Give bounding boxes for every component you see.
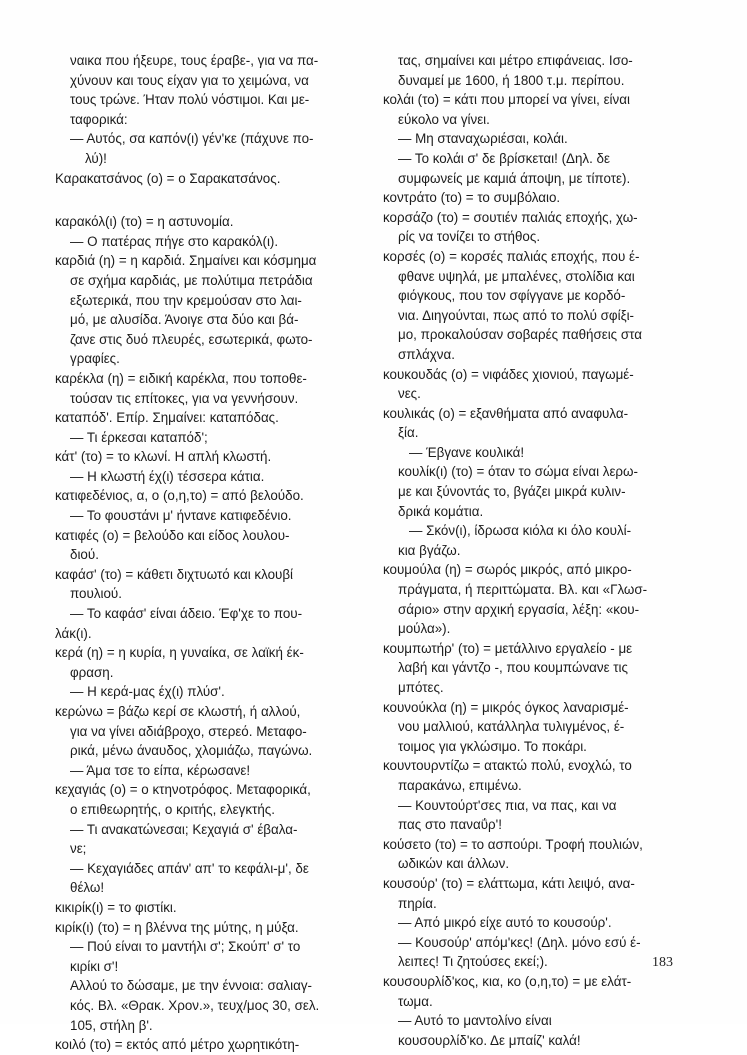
entry-continuation-line: δρικά κομάτια. bbox=[398, 503, 484, 519]
entry-continuation-line: λειπες! Τι ζητούσες εκεί;). bbox=[398, 954, 548, 970]
spacer bbox=[55, 188, 347, 212]
entry-continuation-line: μπότες. bbox=[398, 680, 444, 695]
entry-continuation-line: ναικα που ήξευρε, τους έραβε-, για να πα- bbox=[70, 53, 319, 68]
entry-continuation-line: δυναμεί με 1600, ή 1800 τ.μ. περίπου. bbox=[398, 72, 625, 88]
example-line: — Μη σταναχωριέσαι, κολάι. bbox=[398, 131, 568, 147]
entry-continuation-line: τας, σημαίνει και μέτρο επιφάνειας. Ισο- bbox=[398, 53, 633, 68]
entry-headword-line: κερώνω = βάζω κερί σε κλωστή, ή αλλού, bbox=[55, 704, 301, 719]
example-line: — Ο πατέρας πήγε στο καρακόλ(ι). bbox=[70, 233, 279, 249]
entry-continuation-line: σπλάχνα. bbox=[398, 346, 455, 362]
entry-continuation-line: τούσαν τις επίτοκες, για να γεννήσουν. bbox=[70, 390, 299, 406]
entry-headword-line: κουνούκλα (η) = μικρός όγκος λαναρισμέ- bbox=[383, 699, 629, 715]
entry-continuation-line: λαβή και γάντζο -, που κουμπώνανε τις bbox=[398, 660, 628, 676]
entry-headword-line: Καρακατσάνος (ο) = ο Σαρακατσάνος. bbox=[55, 170, 281, 186]
entry-continuation-line: για να γίνει αδιάβροχο, στερεό. Μεταφο- bbox=[70, 723, 307, 739]
entry-continuation-line: πράγματα, ή περιττώματα. Βλ. και «Γλωσ- bbox=[398, 582, 648, 598]
entry-continuation-line: χύνουν και τους είχαν για το χειμώνα, να bbox=[70, 72, 309, 88]
entry-continuation-line: κιρίκι σ'! bbox=[70, 958, 119, 974]
entry-headword-line: κουμούλα (η) = σωρός μικρός, από μικρο- bbox=[383, 562, 632, 578]
entry-continuation-line: πουλιού. bbox=[70, 586, 122, 602]
entry-continuation-line: 105, στήλη β'. bbox=[70, 1017, 153, 1033]
entry-continuation-line: μο, προκαλούσαν σοβαρές παθήσεις στα bbox=[398, 327, 642, 343]
example-line: — Τι έρκεσαι καταπόδ'; bbox=[70, 429, 208, 445]
example-line: — Έβγανε κουλικά! bbox=[409, 444, 525, 460]
entry-continuation-line: φθανε υψηλά, με μπαλένες, στολίδια και bbox=[398, 268, 635, 284]
example-line: — Το καφάσ' είναι άδειο. Έφ'χε το που- bbox=[70, 606, 303, 622]
entry-headword-line: κερά (η) = η κυρία, η γυναίκα, σε λαϊκή έκ- bbox=[55, 645, 304, 661]
entry-continuation-line: με και ξύνοντάς το, βγάζει μικρά κυλιν- bbox=[398, 484, 626, 500]
entry-continuation-line: μούλα»). bbox=[398, 621, 451, 637]
example-line: — Σκόν(ι), ίδρωσα κιόλα κι όλο κουλί- bbox=[409, 523, 632, 539]
entry-headword-line: κοιλό (το) = εκτός από μέτρο χωρητικότη- bbox=[55, 1037, 300, 1053]
entry-continuation-line: διού. bbox=[70, 547, 99, 563]
entry-continuation-line: τους τρώνε. Ήταν πολύ νόστιμοι. Και με- bbox=[70, 92, 310, 108]
entry-continuation-line: τωμα. bbox=[398, 993, 433, 1009]
entry-continuation-line: Αλλού το δώσαμε, με την έννοια: σαλιαγ- bbox=[70, 978, 313, 994]
entry-headword-line: κουκουδάς (ο) = νιφάδες χιονιού, παγωμέ- bbox=[383, 366, 634, 382]
entry-continuation-line: ο επιθεωρητής, ο κριτής, ελεγκτής. bbox=[70, 801, 275, 817]
entry-continuation-line: φραση. bbox=[70, 664, 114, 680]
entry-headword-line: κορσές (ο) = κορσές παλιάς εποχής, που έ- bbox=[383, 248, 640, 264]
example-line: — Η κερά-μας έχ(ι) πλύσ'. bbox=[70, 684, 225, 700]
entry-headword-line: κουλικάς (ο) = εξανθήματα από αναφυλα- bbox=[383, 405, 629, 421]
example-line: — Τι ανακατώνεσαι; Κεχαγιά σ' έβαλα- bbox=[70, 821, 298, 837]
entry-headword-line: κικιρίκ(ι) = το φιστίκι. bbox=[55, 899, 177, 915]
entry-continuation-line: φιόγκους, που τον σφίγγανε με κορδό- bbox=[398, 288, 626, 304]
entry-continuation-line: γραφίες. bbox=[70, 351, 120, 367]
entry-continuation-line: πηρία. bbox=[398, 895, 437, 911]
entry-continuation-line: λύ)! bbox=[85, 150, 107, 166]
example-line: — Αυτό το μαντολίνο είναι bbox=[398, 1013, 552, 1029]
example-line: — Άμα τσε το είπα, κέρωσανε! bbox=[70, 762, 251, 778]
entry-continuation-line: κουσουρλίδ'κο. Δε μπαίζ' καλά! bbox=[398, 1032, 581, 1048]
example-line: — Κουντούρτ'σες πια, να πας, και να bbox=[398, 797, 617, 813]
entry-headword-line: κουσούρ' (το) = ελάττωμα, κάτι λειψό, ανα- bbox=[383, 875, 635, 891]
entry-continuation-line: ωδικών και άλλων. bbox=[398, 856, 510, 872]
entry-headword-line: καταπόδ'. Επίρ. Σημαίνει: καταπόδας. bbox=[55, 410, 279, 426]
entry-headword-line: κορσάζο (το) = σουτιέν παλιάς εποχής, χω- bbox=[383, 209, 638, 225]
example-line: — Το κολάι σ' δε βρίσκεται! (Δηλ. δε bbox=[398, 150, 610, 166]
entry-headword-line: κουμπωτήρ' (το) = μετάλλινο εργαλείο - με bbox=[383, 640, 633, 656]
entry-continuation-line: μό, με αλυσίδα. Άνοιγε στα δύο και βά- bbox=[70, 312, 299, 328]
entry-headword-line: κούσετο (το) = το ασπούρι. Τροφή πουλιών, bbox=[383, 836, 643, 852]
page-number: 183 bbox=[652, 955, 673, 970]
entry-headword-line: κολάι (το) = κάτι που μπορεί να γίνει, είναι bbox=[383, 92, 630, 108]
entry-continuation-line: νια. Διηγούνται, πως από το πολύ σφίξι- bbox=[398, 307, 635, 323]
entry-continuation-line: σάριο» στην αρχική εργασία, λέξη: «κου- bbox=[398, 601, 640, 617]
left-column bbox=[55, 51, 347, 1055]
entry-continuation-line: νε; bbox=[70, 841, 87, 857]
entry-headword-line: κιρίκ(ι) (το) = η βλέννα της μύτης, η μύξα. bbox=[55, 919, 299, 935]
entry-headword-line: κάτ' (το) = το κλωνί. Η απλή κλωστή. bbox=[55, 449, 272, 465]
entry-continuation-line: παρακάνω, επιμένω. bbox=[398, 777, 522, 793]
entry-headword-line: κοντράτο (το) = το συμβόλαιο. bbox=[383, 190, 561, 206]
example-line: — Το φουστάνι μ' ήντανε κατιφεδένιο. bbox=[70, 508, 292, 524]
entry-headword-line: κατιφεδένιος, α, ο (ο,η,το) = από βελούδο. bbox=[55, 488, 304, 504]
entry-continuation-line: θέλω! bbox=[70, 880, 105, 896]
entry-continuation-line: σε σχήμα καρδιάς, με πολύτιμα πετράδια bbox=[70, 272, 313, 288]
example-line: — Πού είναι το μαντήλι σ'; Σκούπ' σ' το bbox=[70, 939, 301, 955]
entry-headword-line: κουσουρλίδ'κος, κια, κο (ο,η,το) = με ελάτ- bbox=[383, 973, 632, 989]
entry-headword-line: καφάσ' (το) = κάθετι διχτυωτό και κλουβί bbox=[55, 566, 294, 582]
example-line: — Από μικρό είχε αυτό το κουσούρ'. bbox=[398, 915, 612, 931]
entry-headword-line: καρέκλα (η) = ειδική καρέκλα, που τοποθε- bbox=[55, 370, 307, 386]
entry-headword-line: κεχαγιάς (ο) = ο κτηνοτρόφος. Μεταφορικά, bbox=[55, 782, 311, 798]
entry-continuation-line: ταφορικά: bbox=[70, 111, 128, 127]
entry-continuation-line: εύκολο να γίνει. bbox=[398, 111, 490, 127]
entry-continuation-line: ξία. bbox=[398, 425, 419, 441]
entry-continuation-line: ρικά, μένω άναυδος, χλομιάζω, παγώνω. bbox=[70, 743, 313, 759]
example-line: — Η κλωστή έχ(ι) τέσσερα κάτια. bbox=[70, 468, 265, 484]
entry-continuation-line: τοιμος για γκλώσιμο. Το ποκάρι. bbox=[398, 738, 587, 754]
example-line: — Κεχαγιάδες απάν' απ' το κεφάλι-μ', δε bbox=[70, 860, 309, 876]
entry-continuation-line: κια βγάζω. bbox=[398, 542, 461, 558]
right-column bbox=[383, 51, 677, 1050]
entry-headword-line: καρακόλ(ι) (το) = η αστυνομία. bbox=[55, 214, 234, 230]
example-line: — Αυτός, σα καπόν(ι) γέν'κε (πάχυνε πο- bbox=[70, 131, 314, 147]
entry-headword-line: κουντουρντίζω = ατακτώ πολύ, ενοχλώ, το bbox=[383, 758, 632, 774]
entry-continuation-line: κός. Βλ. «Θρακ. Χρον.», τευχ/μος 30, σελ. bbox=[70, 997, 320, 1013]
entry-continuation-line: συμφωνείς με καμιά άποψη, με τίποτε). bbox=[398, 170, 631, 186]
entry-continuation-line: νες. bbox=[398, 386, 421, 402]
entry-continuation-line: εξωτερικά, που την κρεμούσαν στο λαι- bbox=[70, 292, 302, 308]
entry-continuation-line: ρίς να τονίζει το στήθος. bbox=[398, 229, 541, 245]
entry-continuation-line: νου μαλλιού, κατάλληλα τυλιγμένος, έ- bbox=[398, 719, 625, 735]
entry-continuation-line: ζανε στις δυό πλευρές, εσωτερικά, φωτο- bbox=[70, 331, 313, 347]
entry-headword-line: λάκ(ι). bbox=[55, 625, 92, 641]
entry-headword-line: κατιφές (ο) = βελούδο και είδος λουλου- bbox=[55, 527, 290, 543]
entry-continuation-line: κουλίκ(ι) (το) = όταν το σώμα είναι λερω- bbox=[398, 464, 638, 480]
entry-headword-line: καρδιά (η) = η καρδιά. Σημαίνει και κόσμημα bbox=[55, 253, 317, 269]
entry-continuation-line: πας στο παναΰρ'! bbox=[398, 817, 502, 833]
example-line: — Κουσούρ' απόμ'κες! (Δηλ. μόνο εσύ έ- bbox=[398, 934, 641, 950]
